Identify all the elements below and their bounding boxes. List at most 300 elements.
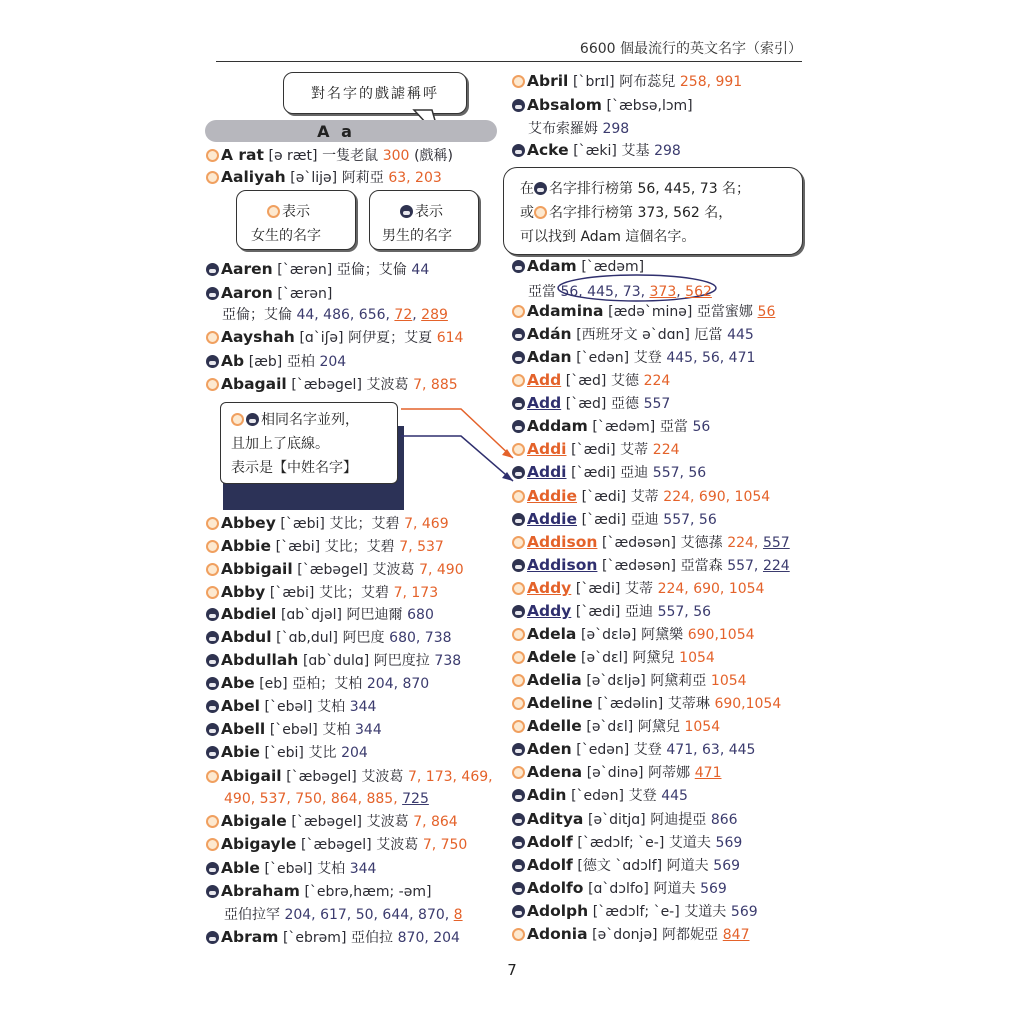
entry-numbers: 204, 870 [366, 676, 430, 692]
entry-abbigail [206, 560, 464, 580]
entry-abraham [206, 882, 431, 902]
abraham-nums: 204, 617, 50, 644, 870, [284, 907, 450, 923]
entry-name: Abagail [221, 375, 287, 393]
abigail-nums-u: 725 [402, 791, 429, 807]
entry-cn: 艾德 [610, 373, 639, 389]
entry-numbers: 204 [319, 354, 347, 370]
entry-name: Addison [527, 533, 598, 551]
male-face-icon [512, 743, 525, 756]
entry-name: A rat [221, 146, 264, 164]
entry-name: Abigale [221, 812, 287, 830]
entry-addy [512, 602, 711, 622]
entry-cn: 阿巴迪爾 [346, 607, 403, 623]
entry-name: Adán [527, 325, 572, 343]
rank-line2-prefix: 或 [520, 205, 534, 221]
female-face-icon [267, 205, 280, 218]
entry-cn: 亞柏 [286, 354, 315, 370]
entry-name: Addy [527, 579, 572, 597]
entry-numbers: 7, 750 [422, 837, 468, 853]
entry-cn: 亞迪 [630, 512, 659, 528]
unisex-line2: 且加上了底線。 [231, 436, 329, 452]
entry-ipa: [ɑ`dɔlfo] [588, 881, 649, 897]
entry-cn: 艾蒂 [624, 581, 653, 597]
entry-cn: 艾比；艾碧 [318, 585, 389, 601]
entry-ipa: [`ædɔlf; `e-] [592, 904, 680, 920]
entry-ipa: [`ebrəm] [282, 930, 347, 946]
abigail-continuation [224, 791, 429, 807]
entry-numbers: 569 [713, 858, 741, 874]
entry-numbers: 680 [407, 607, 434, 623]
entry-cn: 阿道夫 [666, 858, 709, 874]
entry-name: Adelle [527, 717, 582, 735]
entry-ipa: [`ebrə,hæm; -əm] [304, 884, 432, 900]
entry-numbers: 557, 56 [657, 604, 712, 620]
male-face-icon [206, 862, 219, 875]
entry-abie [206, 743, 368, 763]
female-face-icon [206, 517, 219, 530]
male-face-icon [512, 905, 525, 918]
female-face-icon [512, 490, 525, 503]
abraham-continuation [224, 904, 463, 924]
entry-cn: 亞倫；艾倫 [336, 262, 407, 278]
entry-adan [512, 348, 755, 368]
entry-ipa: [`ædəm] [581, 259, 645, 275]
entry-numbers: 471 [694, 765, 722, 781]
adam-continuation: 亞當 56, 445, 73, 373, 562 [528, 284, 712, 300]
entry-numbers: 614 [436, 330, 464, 346]
entry-numbers: 44 [411, 262, 430, 278]
entry-add [512, 371, 670, 391]
female-face-icon [231, 413, 244, 426]
male-face-icon [512, 813, 525, 826]
entry-name: Abraham [221, 882, 300, 900]
male-face-icon [246, 413, 259, 426]
entry-ipa: [`ɑb,dul] [276, 630, 338, 646]
entry-name: Adan [527, 348, 572, 366]
entry-cn: 亞柏；艾柏 [292, 676, 363, 692]
entry-numbers: 7, 469 [404, 516, 449, 532]
entry-abel [206, 697, 376, 717]
entry-cn: 艾道夫 [668, 835, 711, 851]
entry-addi [512, 440, 680, 460]
female-face-icon [206, 586, 219, 599]
aaron-nums-u2: 289 [421, 307, 448, 323]
entry-ipa: [`ædi] [571, 465, 616, 481]
entry-ipa: [`ædəsən] [602, 535, 676, 551]
entry-ipa: [西班牙文 ə`dɑn] [576, 327, 690, 343]
entry-ipa: [`ædi] [581, 512, 627, 528]
entry-ipa: [`æd] [565, 396, 607, 412]
entry-adelle [512, 717, 720, 737]
entry-aaliyah [206, 168, 442, 188]
entry-addam [512, 417, 710, 437]
entry-ipa: [`æbi] [280, 516, 325, 532]
entry-numbers: 445 [727, 327, 754, 343]
entry-cn: 阿伊夏；艾夏 [348, 330, 433, 346]
entry-numbers: 557 [643, 396, 671, 412]
entry-ipa: [`ædi] [581, 489, 627, 505]
female-face-icon [206, 815, 219, 828]
entry-numbers: 258, 991 [679, 74, 743, 90]
entry-cn: 艾登 [633, 742, 662, 758]
entry-ipa: [`brɪl] [572, 74, 615, 90]
entry-name: Adolf [527, 833, 573, 851]
entry-adolf [512, 856, 740, 876]
entry-cn: 阿蒂娜 [648, 765, 691, 781]
adam-nums-u2: 562 [685, 284, 712, 300]
entry-ipa: [ə`dɛlə] [581, 627, 637, 643]
entry-cn: 亞德 [610, 396, 639, 412]
page-header-title: 6600 個最流行的英文名字（索引） [579, 41, 802, 57]
entry-ipa: [`ædi] [571, 442, 616, 458]
entry-name: Adolph [527, 902, 589, 920]
entry-numbers: 7, 490 [419, 562, 464, 578]
entry-adin [512, 786, 688, 806]
entry-name: Abram [221, 928, 279, 946]
male-legend-line1: 表示 [415, 204, 443, 220]
male-face-icon [512, 882, 525, 895]
entry-adelia [512, 671, 747, 691]
male-face-icon [206, 723, 219, 736]
male-face-icon [512, 144, 525, 157]
female-face-icon [206, 171, 219, 184]
entry-name: Abigayle [221, 835, 297, 853]
rank-line2: 名字排行榜第 373, 562 名， [549, 205, 733, 221]
female-face-icon [512, 536, 525, 549]
entry-ipa: [ə`ditjɑ] [588, 812, 646, 828]
entry-arat [206, 146, 453, 166]
entry-addison [512, 556, 790, 576]
entry-ipa: [`æbəgel] [291, 377, 362, 393]
entry-numbers: 298 [654, 143, 681, 159]
entry-numbers: 224 [643, 373, 671, 389]
male-legend-line2: 男生的名字 [382, 228, 452, 244]
male-face-icon [206, 885, 219, 898]
entry-abigayle [206, 835, 467, 855]
entry-name: Adam [527, 257, 577, 275]
entry-ipa: [`ebi] [264, 745, 304, 761]
entry-cn: 阿布蕊兒 [619, 74, 676, 90]
female-face-icon [206, 563, 219, 576]
female-face-icon [512, 628, 525, 641]
entry-numbers: 7, 864 [413, 814, 458, 830]
entry-name: Aaron [221, 284, 273, 302]
entry-ipa: [`ærən] [277, 262, 333, 278]
entry-abe [206, 674, 429, 694]
entry-abby [206, 583, 438, 603]
unisex-line3: 表示是【中姓名字】 [231, 460, 357, 476]
entry-name: Adolfo [527, 879, 584, 897]
entry-name: Addison [527, 556, 598, 574]
aaron-nums-u1: 72 [394, 307, 413, 323]
female-face-icon [512, 697, 525, 710]
entry-ipa: [`ædi] [575, 581, 621, 597]
entry-ipa: [`edən] [576, 350, 630, 366]
nickname-callout-text: 對名字的戲謔稱呼 [311, 86, 439, 102]
entry-cn: 阿道夫 [653, 881, 696, 897]
male-face-icon [512, 513, 525, 526]
entry-cn: 艾波葛 [361, 769, 404, 785]
entry-numbers: 680, 738 [389, 630, 452, 646]
entry-cn: 阿黛兒 [637, 719, 680, 735]
entry-numbers: 63, 203 [388, 170, 442, 186]
entry-ipa: [`ærən] [277, 286, 333, 302]
entry-name: Aditya [527, 810, 584, 828]
rank-line3: 可以找到 Adam 這個名字。 [520, 229, 696, 245]
entry-name: Aayshah [221, 328, 295, 346]
entry-addie [512, 487, 770, 507]
entry-numbers: 7, 885 [413, 377, 458, 393]
adam-cn: 亞當 [528, 284, 556, 300]
entry-numbers: 204 [341, 745, 368, 761]
entry-numbers: 344 [349, 699, 377, 715]
entry-numbers: 224, [727, 535, 759, 551]
female-face-icon [512, 443, 525, 456]
entry-cn: 艾登 [628, 788, 657, 804]
female-face-icon [512, 766, 525, 779]
entry-adela [512, 625, 755, 645]
entry-numbers: 344 [355, 722, 382, 738]
male-legend-callout [369, 190, 479, 250]
male-face-icon [206, 677, 219, 690]
male-face-icon [206, 608, 219, 621]
entry-cn: 艾道夫 [684, 904, 727, 920]
entry-ipa: [ə`dɛl] [586, 719, 634, 735]
entry-numbers: 870, 204 [397, 930, 460, 946]
entry-numbers: 1054 [679, 650, 715, 666]
entry-note: (戲稱) [414, 148, 453, 164]
male-face-icon [206, 287, 219, 300]
male-face-icon [534, 182, 547, 195]
male-face-icon [206, 746, 219, 759]
female-face-icon [512, 75, 525, 88]
entry-cn: 艾波葛 [366, 814, 409, 830]
entry-abell [206, 720, 382, 740]
male-face-icon [512, 466, 525, 479]
entry-cn: 阿莉亞 [341, 170, 384, 186]
entry-ipa: [`ebəl] [269, 722, 318, 738]
entry-ipa: [德文 `ɑdɔlf] [577, 858, 663, 874]
entry-cn: 阿巴度拉 [373, 653, 430, 669]
entry-name: Adele [527, 648, 577, 666]
female-face-icon [206, 770, 219, 783]
entry-cn: 艾蒂 [630, 489, 659, 505]
entry-name: Addi [527, 463, 567, 481]
entry-aaren [206, 260, 429, 280]
entry-addy [512, 579, 764, 599]
entry-name: Abril [527, 72, 569, 90]
male-face-icon [206, 355, 219, 368]
entry-abdiel [206, 605, 434, 625]
female-face-icon [206, 149, 219, 162]
entry-ipa: [`ædi] [575, 604, 621, 620]
entry-name: Abdiel [221, 605, 277, 623]
entry-cn: 阿都妮亞 [662, 927, 719, 943]
entry-adeline [512, 694, 781, 714]
page-number: 7 [507, 961, 517, 979]
entry-ipa: [ə`lijə] [290, 170, 338, 186]
entry-name: Abigail [221, 767, 282, 785]
entry-name: Adolf [527, 856, 573, 874]
entry-aden [512, 740, 755, 760]
entry-numbers: 445, 56, 471 [666, 350, 756, 366]
entry-ipa: [`ædɔlf; `e-] [577, 835, 665, 851]
entry-adena [512, 763, 721, 783]
entry-name: Abbigail [221, 560, 293, 578]
entry-name: Adonia [527, 925, 588, 943]
entry-cn: 阿黛兒 [632, 650, 675, 666]
entry-numbers-underlined: 224 [762, 558, 790, 574]
entry-numbers: 557, 56 [663, 512, 717, 528]
entry-numbers: 557, [727, 558, 759, 574]
entry-able [206, 859, 376, 879]
entry-numbers: 569 [730, 904, 758, 920]
entry-cn: 艾比；艾碧 [329, 516, 400, 532]
entry-ipa: [eb] [259, 676, 288, 692]
entry-ipa: [`æbsə,lɔm] [606, 98, 693, 114]
entry-name: Abie [221, 743, 260, 761]
entry-cn: 艾柏 [317, 699, 346, 715]
female-face-icon [512, 651, 525, 664]
entry-name: Abbey [221, 514, 276, 532]
entry-adn [512, 325, 754, 345]
female-face-icon [206, 378, 219, 391]
entry-numbers: 300 [382, 148, 410, 164]
entry-addi [512, 463, 706, 483]
entry-name: Addie [527, 510, 578, 528]
entry-cn: 亞迪 [620, 465, 649, 481]
aaron-nums: 44, 486, 656, [296, 307, 390, 323]
entry-adele [512, 648, 715, 668]
entry-name: Adena [527, 763, 583, 781]
entry-name: Adela [527, 625, 577, 643]
abigail-nums-cont: 490, 537, 750, 864, 885, [224, 791, 398, 807]
entry-abbie [206, 537, 444, 557]
entry-cn: 艾蒂琳 [667, 696, 710, 712]
entry-cn: 阿巴度 [342, 630, 385, 646]
male-face-icon [512, 836, 525, 849]
entry-ipa: [`æbi] [275, 539, 321, 555]
entry-name: Acke [527, 141, 569, 159]
entry-abdullah [206, 651, 461, 671]
entry-cn: 亞伯拉 [351, 930, 394, 946]
entry-numbers: 445 [661, 788, 688, 804]
entry-add [512, 394, 670, 414]
entry-adolf [512, 833, 742, 853]
entry-ipa: [`æki] [573, 143, 617, 159]
entry-numbers: 7, 173, 469, [407, 769, 493, 785]
male-face-icon [512, 260, 525, 273]
entry-name: Addie [527, 487, 578, 505]
entry-ipa: [`æbəgel] [291, 814, 362, 830]
entry-numbers: 1054 [710, 673, 747, 689]
entry-cn: 艾蒂 [620, 442, 649, 458]
entry-name: Abbie [221, 537, 272, 555]
female-legend-line2: 女生的名字 [251, 228, 321, 244]
entry-ipa: [`æbəgel] [297, 562, 368, 578]
abraham-nums-u: 8 [453, 907, 463, 923]
entry-numbers: 1054 [684, 719, 721, 735]
entry-name: Addam [527, 417, 588, 435]
entry-numbers: 690,1054 [687, 627, 755, 643]
entry-numbers: 738 [434, 653, 462, 669]
male-face-icon [206, 263, 219, 276]
male-face-icon [206, 631, 219, 644]
female-face-icon [512, 305, 525, 318]
entry-cn: 艾登 [633, 350, 662, 366]
entry-ipa: [`ebəl] [264, 861, 313, 877]
entry-cn: 艾基 [621, 143, 650, 159]
entry-cn: 亞迪 [624, 604, 653, 620]
entry-ipa: [ɑ`iʃə] [299, 330, 344, 346]
entry-name: Abell [221, 720, 266, 738]
female-face-icon [512, 374, 525, 387]
entry-cn: 亞當森 [680, 558, 723, 574]
adam-nums: 56, 445, 73, [560, 284, 646, 300]
entry-cn: 阿黛樂 [641, 627, 684, 643]
entry-numbers: 471, 63, 445 [666, 742, 756, 758]
entry-numbers: 224 [652, 442, 680, 458]
female-face-icon [534, 206, 547, 219]
entry-name: Abby [221, 583, 266, 601]
entry-numbers: 56 [757, 304, 776, 320]
female-face-icon [206, 331, 219, 344]
entry-cn: 艾德蓀 [680, 535, 723, 551]
male-face-icon [512, 859, 525, 872]
entry-name: Add [527, 371, 562, 389]
entry-aditya [512, 810, 738, 830]
entry-abril [512, 72, 742, 92]
entry-ipa: [ə`dɛl] [581, 650, 628, 666]
male-face-icon [400, 205, 413, 218]
unisex-arrows [395, 405, 520, 495]
entry-numbers: 7, 173 [393, 585, 439, 601]
entry-ipa: [ə ræt] [268, 148, 318, 164]
entry-addie [512, 510, 717, 530]
entry-cn: 艾比；艾碧 [324, 539, 395, 555]
entry-name: Adelia [527, 671, 582, 689]
entry-cn: 艾柏 [322, 722, 351, 738]
entry-adolfo [512, 879, 727, 899]
entry-ipa: [`ædəlin] [597, 696, 664, 712]
male-face-icon [206, 931, 219, 944]
entry-ipa: [`ebəl] [264, 699, 313, 715]
entry-ipa: [ædə`minə] [608, 304, 693, 320]
entry-name: Abe [221, 674, 255, 692]
entry-ab [206, 352, 346, 372]
entry-numbers: 56 [692, 419, 711, 435]
entry-cn: 一隻老鼠 [322, 148, 379, 164]
male-face-icon [512, 328, 525, 341]
entry-adolph [512, 902, 758, 922]
unisex-note [220, 402, 398, 484]
entry-ipa: [ə`dinə] [586, 765, 644, 781]
entry-numbers: 557, 56 [652, 465, 707, 481]
unisex-line1: 相同名字並列， [261, 412, 359, 428]
male-face-icon [512, 605, 525, 618]
entry-name: Addy [527, 602, 572, 620]
entry-ipa: [æb] [248, 354, 283, 370]
entry-adam [512, 257, 644, 277]
entry-name: Aaliyah [221, 168, 286, 186]
entry-absalom [512, 96, 693, 116]
entry-name: Abdullah [221, 651, 299, 669]
entry-ipa: [`æbi] [269, 585, 315, 601]
entry-numbers: 569 [700, 881, 727, 897]
entry-name: Adeline [527, 694, 593, 712]
entry-name: Abel [221, 697, 260, 715]
entry-aaron [206, 284, 332, 304]
